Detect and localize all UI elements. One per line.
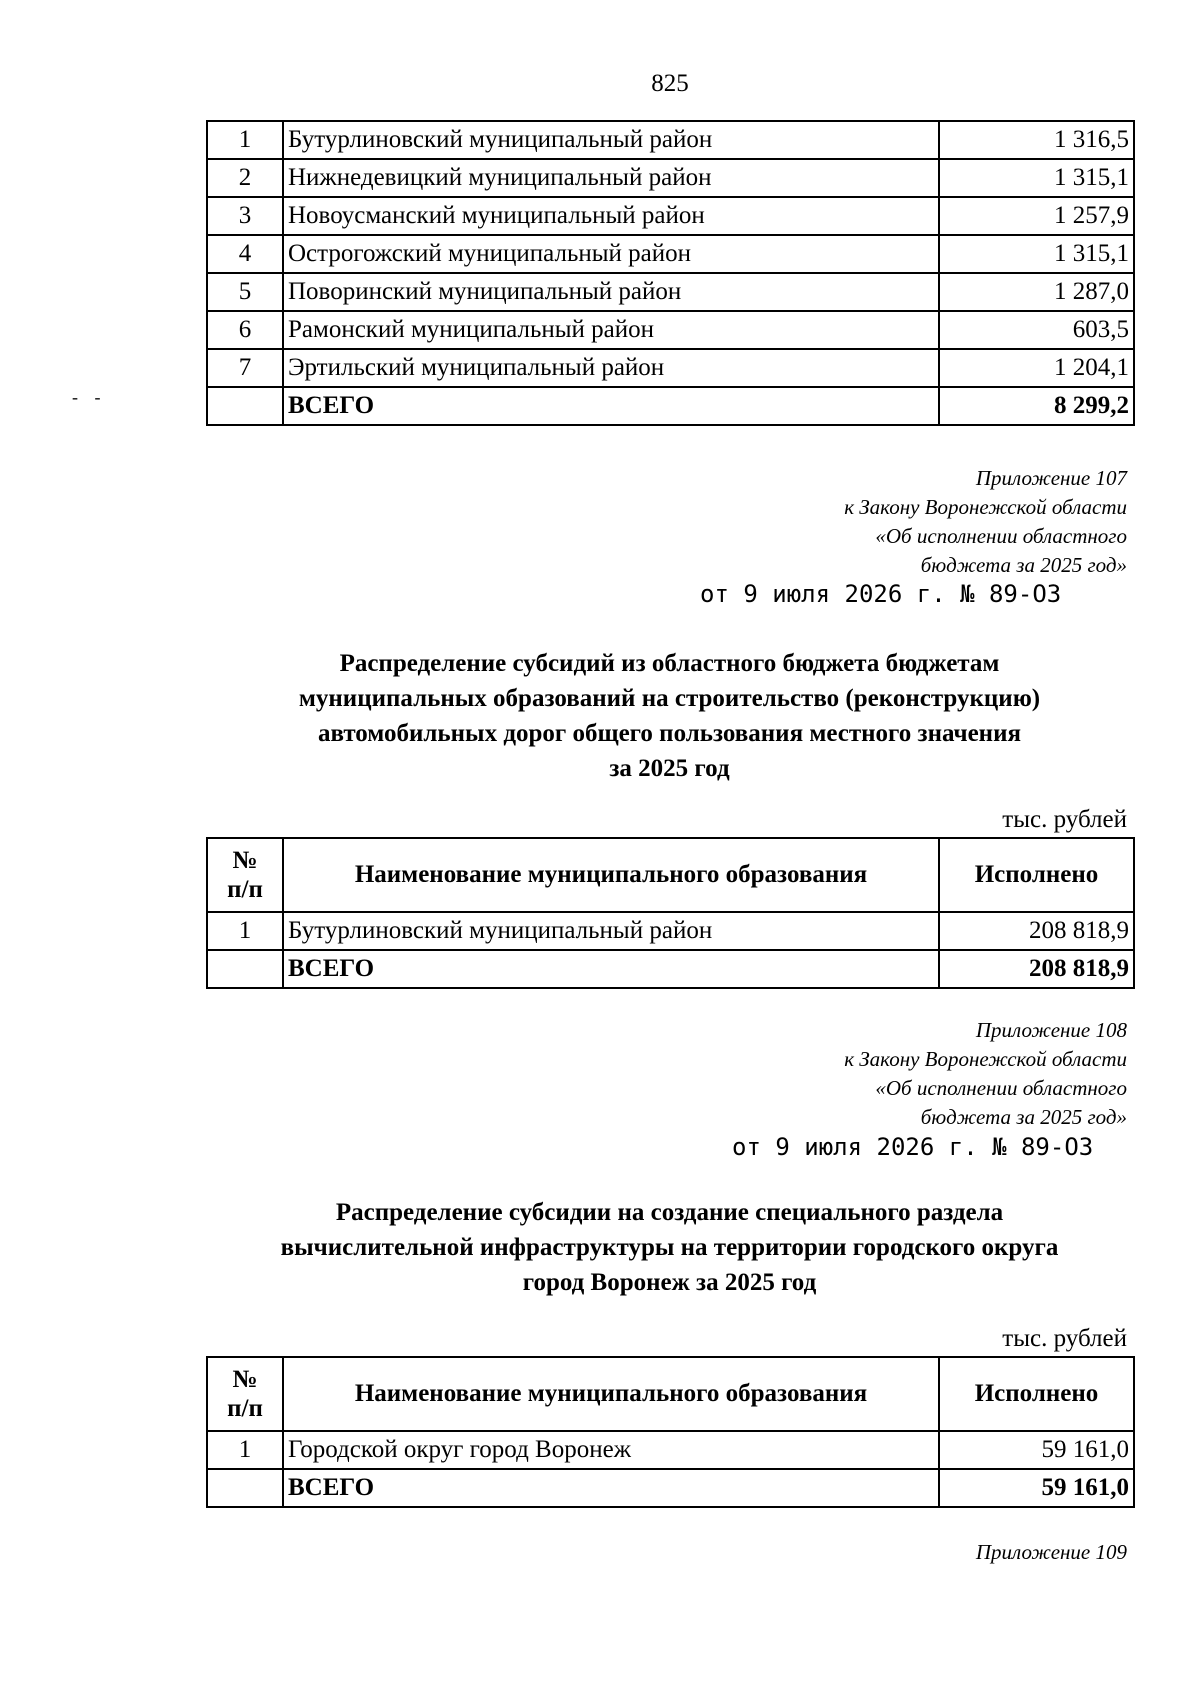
title-line: муниципальных образований на строительство (реконструкцию) xyxy=(298,685,1041,712)
appendix-number: Приложение 108 xyxy=(975,1018,1127,1042)
total-label: ВСЕГО xyxy=(283,387,939,425)
table-row xyxy=(207,1431,1134,1469)
municipality-name: Рамонский муниципальный район xyxy=(283,311,939,349)
row-number: 4 xyxy=(207,235,283,273)
row-number xyxy=(207,1469,283,1507)
table-row xyxy=(207,121,1134,159)
header-value: Исполнено xyxy=(939,1357,1134,1431)
executed-value: 208 818,9 xyxy=(939,912,1134,950)
municipality-name: Эртильский муниципальный район xyxy=(283,349,939,387)
table-row xyxy=(207,159,1134,197)
header-number: № п/п xyxy=(207,1357,283,1431)
appendix-law: к Закону Воронежской области xyxy=(844,1047,1127,1071)
continued-subsidy-table xyxy=(206,120,1135,426)
executed-value: 603,5 xyxy=(939,311,1134,349)
executed-value: 1 315,1 xyxy=(939,159,1134,197)
table-row xyxy=(207,311,1134,349)
title-line: город Воронеж за 2025 год xyxy=(522,1269,817,1296)
title-line: за 2025 год xyxy=(609,755,730,782)
table-row xyxy=(207,349,1134,387)
table-header-row xyxy=(207,1357,1134,1431)
header-value: Исполнено xyxy=(939,838,1134,912)
row-number: 5 xyxy=(207,273,283,311)
appendix-number: Приложение 109 xyxy=(975,1540,1127,1564)
table-row xyxy=(207,273,1134,311)
law-reference: от 9 июля 2026 г. № 89-ОЗ xyxy=(700,580,1062,608)
executed-value: 1 316,5 xyxy=(939,121,1134,159)
row-number: 6 xyxy=(207,311,283,349)
total-value: 8 299,2 xyxy=(939,387,1134,425)
row-number xyxy=(207,950,283,988)
municipality-name: Бутурлиновский муниципальный район xyxy=(283,121,939,159)
unit-label: тыс. рублей xyxy=(1002,1325,1127,1352)
row-number: 2 xyxy=(207,159,283,197)
total-value: 208 818,9 xyxy=(939,950,1134,988)
law-reference: от 9 июля 2026 г. № 89-ОЗ xyxy=(732,1133,1094,1161)
table-row xyxy=(207,235,1134,273)
appendix-107-header xyxy=(844,464,1127,580)
appendix-law-title-cont: бюджета за 2025 год» xyxy=(920,1105,1127,1129)
appendix-number: Приложение 107 xyxy=(975,466,1127,490)
appendix-107-title xyxy=(206,646,1133,786)
municipality-name: Городской округ город Воронеж xyxy=(283,1431,939,1469)
title-line: Распределение субсидии на создание специального раздела xyxy=(335,1199,1004,1226)
executed-value: 1 315,1 xyxy=(939,235,1134,273)
executed-value: 1 287,0 xyxy=(939,273,1134,311)
appendix-law-title-cont: бюджета за 2025 год» xyxy=(920,553,1127,577)
appendix-108-header xyxy=(844,1016,1127,1132)
total-row xyxy=(207,387,1134,425)
header-name: Наименование муниципального образования xyxy=(283,838,939,912)
municipality-name: Поворинский муниципальный район xyxy=(283,273,939,311)
executed-value: 59 161,0 xyxy=(939,1431,1134,1469)
total-row xyxy=(207,1469,1134,1507)
appendix-108-title xyxy=(206,1195,1133,1300)
appendix-109-header xyxy=(976,1538,1127,1567)
row-number: 1 xyxy=(207,912,283,950)
total-label: ВСЕГО xyxy=(283,950,939,988)
appendix-107-table xyxy=(206,837,1135,989)
municipality-name: Нижнедевицкий муниципальный район xyxy=(283,159,939,197)
table-row xyxy=(207,912,1134,950)
title-line: Распределение субсидий из областного бюджета бюджетам xyxy=(339,650,1000,677)
municipality-name: Бутурлиновский муниципальный район xyxy=(283,912,939,950)
page-number: 825 xyxy=(651,70,689,97)
appendix-108-table xyxy=(206,1356,1135,1508)
appendix-law: к Закону Воронежской области xyxy=(844,495,1127,519)
municipality-name: Новоусманский муниципальный район xyxy=(283,197,939,235)
executed-value: 1 257,9 xyxy=(939,197,1134,235)
row-number: 3 xyxy=(207,197,283,235)
total-row xyxy=(207,950,1134,988)
appendix-law-title: «Об исполнении областного xyxy=(875,1076,1127,1100)
title-line: автомобильных дорог общего пользования местного значения xyxy=(317,720,1022,747)
total-value: 59 161,0 xyxy=(939,1469,1134,1507)
executed-value: 1 204,1 xyxy=(939,349,1134,387)
appendix-law-title: «Об исполнении областного xyxy=(875,524,1127,548)
total-label: ВСЕГО xyxy=(283,1469,939,1507)
row-number: 1 xyxy=(207,1431,283,1469)
title-line: вычислительной инфраструктуры на территории городского округа xyxy=(280,1234,1059,1261)
row-number: 7 xyxy=(207,349,283,387)
header-name: Наименование муниципального образования xyxy=(283,1357,939,1431)
unit-label: тыс. рублей xyxy=(1002,806,1127,833)
row-number: 1 xyxy=(207,121,283,159)
row-number xyxy=(207,387,283,425)
table-row xyxy=(207,197,1134,235)
header-number: № п/п xyxy=(207,838,283,912)
municipality-name: Острогожский муниципальный район xyxy=(283,235,939,273)
stray-mark: - - xyxy=(72,387,107,407)
table-header-row xyxy=(207,838,1134,912)
